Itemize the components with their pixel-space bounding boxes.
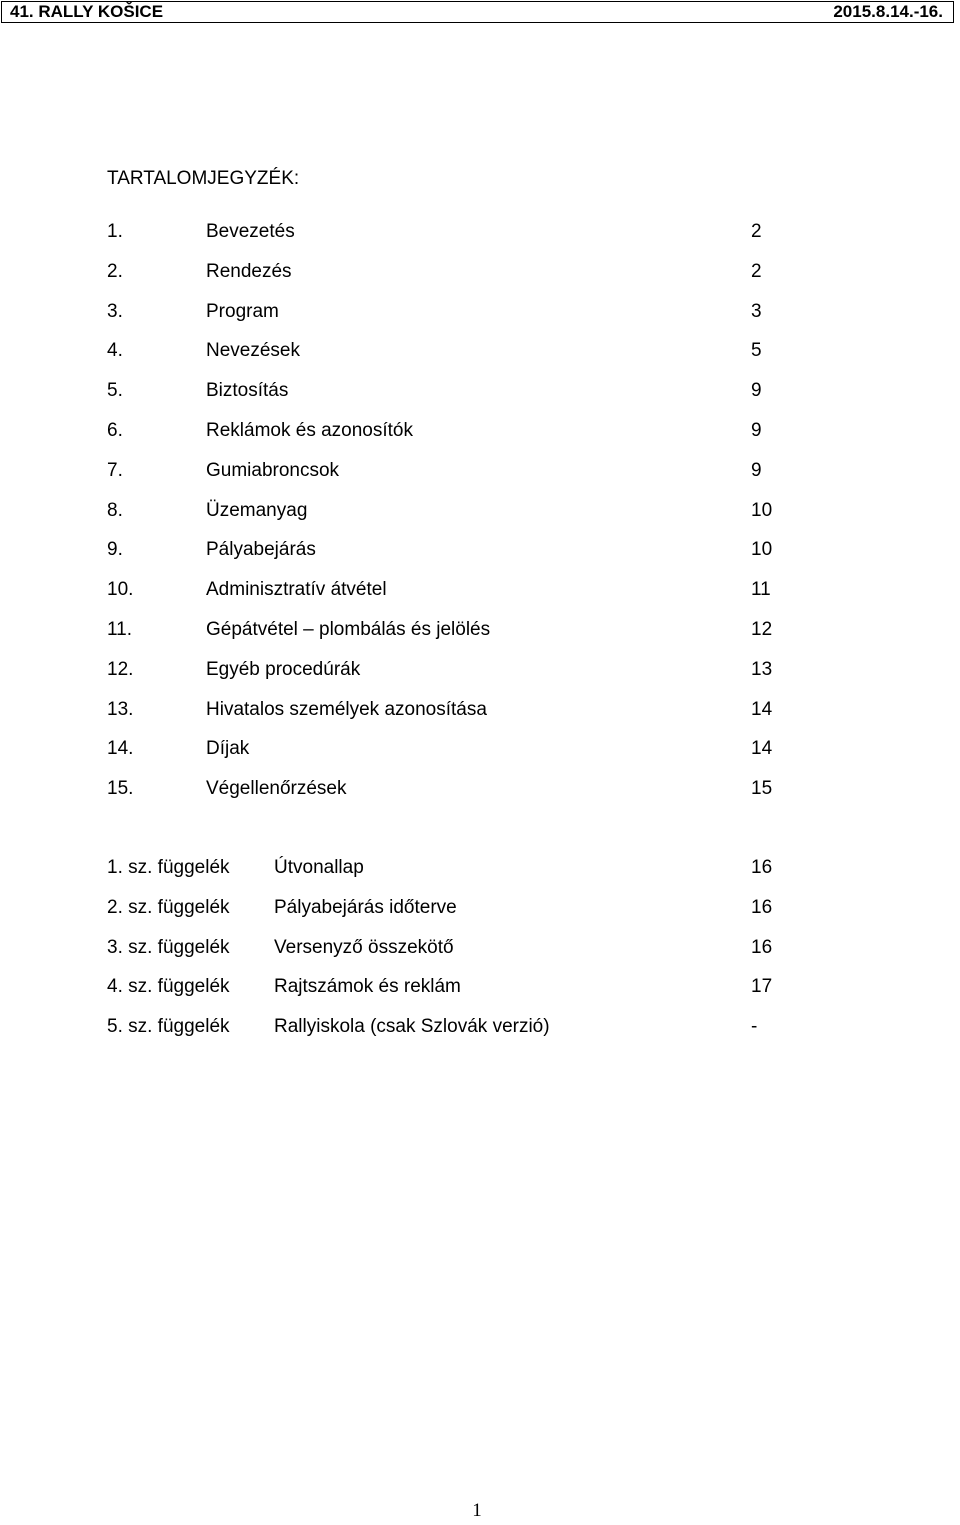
toc-entry-page: 9 — [751, 459, 762, 481]
toc-entry-page: 3 — [751, 300, 762, 322]
toc-entry — [107, 658, 787, 698]
toc-entry-number: 5. — [107, 380, 123, 402]
toc-entry-number: 10. — [107, 579, 134, 601]
toc-entry-label: Egyéb procedúrák — [206, 658, 361, 680]
header-event-title: 41. RALLY KOŠICE — [10, 2, 164, 21]
toc-entry — [107, 698, 787, 738]
toc-entry-page: 14 — [751, 698, 773, 720]
toc-entry-page: 14 — [751, 738, 773, 760]
toc-entry-page: 9 — [751, 380, 762, 402]
toc-entry — [107, 737, 787, 777]
appendix-entry-label: Útvonallap — [274, 857, 364, 878]
appendix-entry-number: 3. sz. függelék — [107, 936, 230, 958]
toc-entry-number: 6. — [107, 419, 123, 441]
appendix-list — [107, 856, 787, 1055]
toc-entry-page: 10 — [751, 499, 773, 521]
toc-entry-page: 13 — [751, 658, 773, 680]
toc-entry-page: 2 — [751, 221, 762, 242]
toc-entry — [107, 339, 787, 379]
appendix-entry-number: 2. sz. függelék — [107, 896, 230, 918]
toc-entry-page: 2 — [751, 260, 762, 282]
appendix-entry — [107, 1015, 787, 1055]
toc-entry-label: Nevezések — [206, 340, 300, 362]
toc-entry-page: 5 — [751, 340, 762, 362]
header-event-dates: 2015.8.14.-16. — [833, 2, 943, 21]
toc-entry — [107, 618, 787, 658]
toc-entry — [107, 260, 787, 300]
toc-entry — [107, 459, 787, 499]
toc-entry-number: 14. — [107, 738, 134, 760]
appendix-entry-label: Rajtszámok és reklám — [274, 976, 461, 998]
appendix-entry-number: 4. sz. függelék — [107, 976, 230, 998]
appendix-entry-label: Rallyiskola (csak Szlovák verzió) — [274, 1016, 550, 1038]
appendix-entry — [107, 896, 787, 936]
page-number: 1 — [472, 1500, 482, 1521]
toc-entry-number: 13. — [107, 698, 134, 720]
toc-entry-label: Biztosítás — [206, 380, 289, 402]
toc-entry-label: Hivatalos személyek azonosítása — [206, 698, 487, 720]
toc-entry — [107, 538, 787, 578]
toc-entry-label: Díjak — [206, 738, 250, 760]
toc-entry-number: 7. — [107, 459, 123, 481]
toc-entry-number: 3. — [107, 300, 123, 322]
toc-entry-page: 15 — [751, 778, 773, 800]
toc-entry-label: Program — [206, 300, 279, 322]
toc-entry-number: 15. — [107, 778, 134, 800]
toc-entry-label: Adminisztratív átvétel — [206, 579, 387, 601]
appendix-entry-number: 1. sz. függelék — [107, 857, 230, 878]
page-header — [1, 1, 954, 23]
toc-entry-page: 9 — [751, 419, 762, 441]
toc-title: TARTALOMJEGYZÉK: — [107, 168, 300, 189]
appendix-entry-page: 17 — [751, 976, 773, 998]
toc-entry-number: 2. — [107, 260, 123, 282]
toc-entry-label: Pályabejárás — [206, 539, 316, 561]
appendix-entry — [107, 975, 787, 1015]
toc-entry-page: 11 — [751, 579, 771, 601]
appendix-entry-page: 16 — [751, 896, 773, 918]
toc-entry — [107, 578, 787, 618]
toc-entry-number: 1. — [107, 221, 123, 242]
toc-entry-label: Üzemanyag — [206, 499, 308, 521]
toc-entry — [107, 300, 787, 340]
toc-entry-label: Gumiabroncsok — [206, 459, 340, 481]
toc-entry — [107, 220, 787, 260]
toc-list — [107, 220, 787, 817]
toc-entry-number: 9. — [107, 539, 123, 561]
appendix-entry-label: Versenyző összekötő — [274, 936, 454, 958]
toc-entry-number: 4. — [107, 340, 123, 362]
toc-entry-label: Gépátvétel – plombálás és jelölés — [206, 618, 491, 640]
appendix-entry-page: 16 — [751, 857, 773, 878]
appendix-entry-label: Pályabejárás időterve — [274, 896, 457, 918]
toc-entry-page: 10 — [751, 539, 773, 561]
toc-entry — [107, 777, 787, 817]
appendix-entry — [107, 856, 787, 896]
toc-entry-number: 8. — [107, 499, 123, 521]
toc-entry-label: Reklámok és azonosítók — [206, 419, 413, 441]
toc-entry-number: 12. — [107, 658, 134, 680]
appendix-entry — [107, 936, 787, 976]
toc-entry-label: Rendezés — [206, 260, 292, 282]
toc-entry — [107, 499, 787, 539]
toc-entry-label: Bevezetés — [206, 221, 295, 242]
appendix-entry-number: 5. sz. függelék — [107, 1016, 230, 1038]
toc-entry-label: Végellenőrzések — [206, 778, 347, 800]
toc-entry — [107, 419, 787, 459]
toc-entry — [107, 379, 787, 419]
toc-entry-page: 12 — [751, 618, 773, 640]
toc-entry-number: 11. — [107, 618, 133, 640]
appendix-entry-page: - — [751, 1016, 758, 1038]
appendix-entry-page: 16 — [751, 936, 773, 958]
